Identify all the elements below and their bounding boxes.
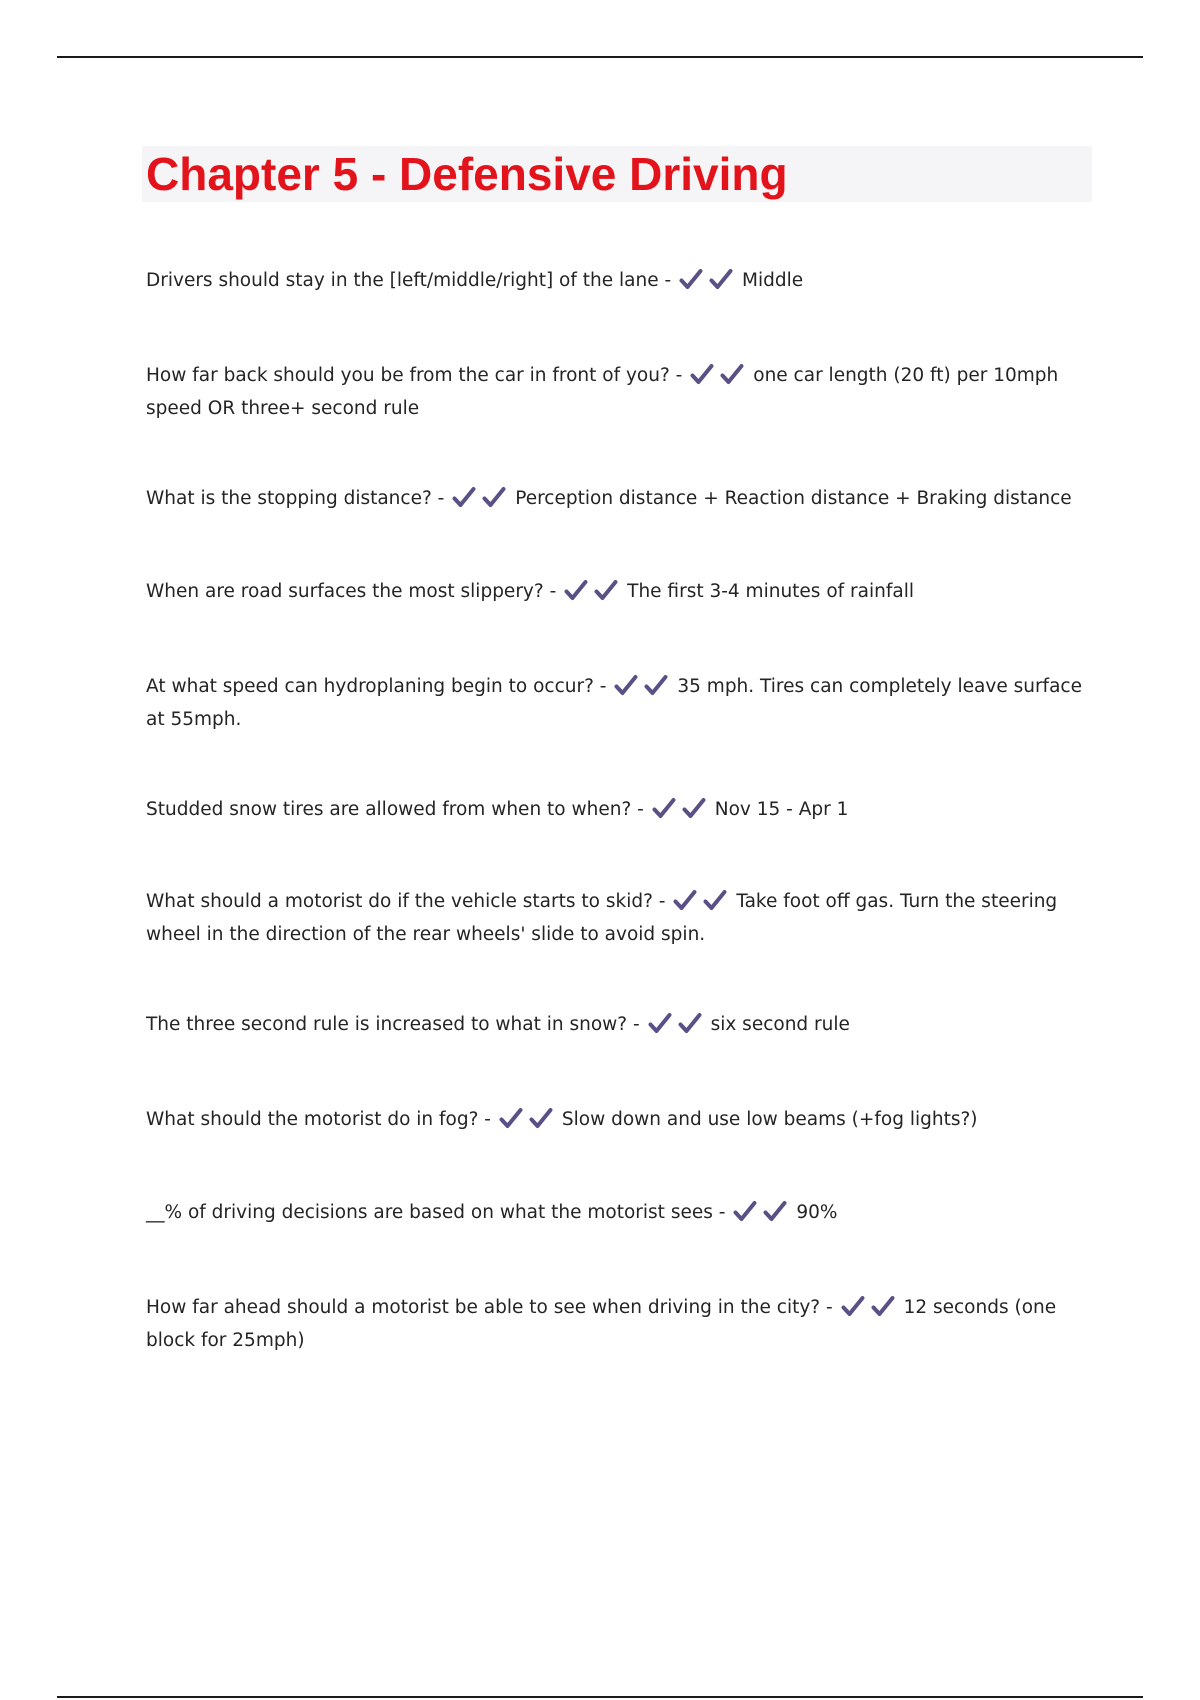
check-icon [709,268,733,290]
qa-item [146,1105,1096,1138]
qa-item [146,1010,1096,1043]
check-icon [644,674,668,696]
check-icon [841,1295,865,1317]
question-text: What should a motorist do if the vehicle starts to skid? - [146,890,666,912]
answer-text: 90% [796,1201,838,1223]
answer-text: 35 mph. Tires can completely leave surface at 55mph. [146,675,1082,730]
answer-text: six second rule [710,1013,850,1035]
question-text: At what speed can hydroplaning begin to occur? - [146,675,607,697]
check-pair [648,1012,708,1043]
question-text: What should the motorist do in fog? - [146,1108,491,1130]
check-pair [452,486,512,517]
check-icon [652,797,676,819]
check-icon [678,1012,702,1034]
top-rule [57,56,1143,58]
check-pair [841,1295,901,1326]
answer-text: one car length (20 ft) per 10mph speed OR three+ second rule [146,364,1059,419]
check-icon [499,1107,523,1129]
qa-item [146,484,1096,517]
answer-text: Take foot off gas. Turn the steering wheel in the direction of the rear wheels' slide to avoid spin. [146,890,1058,945]
check-pair [679,268,739,299]
question-text: How far ahead should a motorist be able to see when driving in the city? - [146,1296,833,1318]
question-text: What is the stopping distance? - [146,487,445,509]
qa-item [146,887,1096,949]
answer-text: The first 3-4 minutes of rainfall [627,580,914,602]
check-icon [690,363,714,385]
check-pair [614,674,674,705]
check-pair [673,889,733,920]
question-text: When are road surfaces the most slippery? - [146,580,557,602]
check-icon [673,889,697,911]
check-icon [679,268,703,290]
check-icon [703,889,727,911]
question-text: __% of driving decisions are based on what the motorist sees - [146,1201,726,1223]
check-icon [529,1107,553,1129]
question-text: Drivers should stay in the [left/middle/right] of the lane - [146,269,672,291]
check-pair [733,1200,793,1231]
answer-text: 12 seconds (one block for 25mph) [146,1296,1057,1351]
check-icon [733,1200,757,1222]
check-pair [564,579,624,610]
qa-item [146,1198,1096,1231]
check-icon [648,1012,672,1034]
qa-item [146,795,1096,828]
check-icon [763,1200,787,1222]
bottom-rule [57,1696,1143,1698]
qa-item [146,1293,1096,1355]
question-text: The three second rule is increased to what in snow? - [146,1013,640,1035]
check-pair [499,1107,559,1138]
answer-text: Slow down and use low beams (+fog lights?) [561,1108,978,1130]
check-pair [690,363,750,394]
qa-item [146,266,1096,299]
answer-text: Perception distance + Reaction distance + Braking distance [515,487,1072,509]
answer-text: Nov 15 - Apr 1 [714,798,849,820]
check-icon [682,797,706,819]
qa-item [146,577,1096,610]
check-icon [614,674,638,696]
page-title: Chapter 5 - Defensive Driving [146,148,788,200]
check-icon [871,1295,895,1317]
check-icon [452,486,476,508]
check-pair [652,797,712,828]
question-text: Studded snow tires are allowed from when to when? - [146,798,644,820]
check-icon [720,363,744,385]
answer-text: Middle [742,269,804,291]
check-icon [594,579,618,601]
check-icon [564,579,588,601]
question-text: How far back should you be from the car in front of you? - [146,364,683,386]
qa-item [146,361,1096,423]
qa-item [146,672,1096,734]
check-icon [482,486,506,508]
